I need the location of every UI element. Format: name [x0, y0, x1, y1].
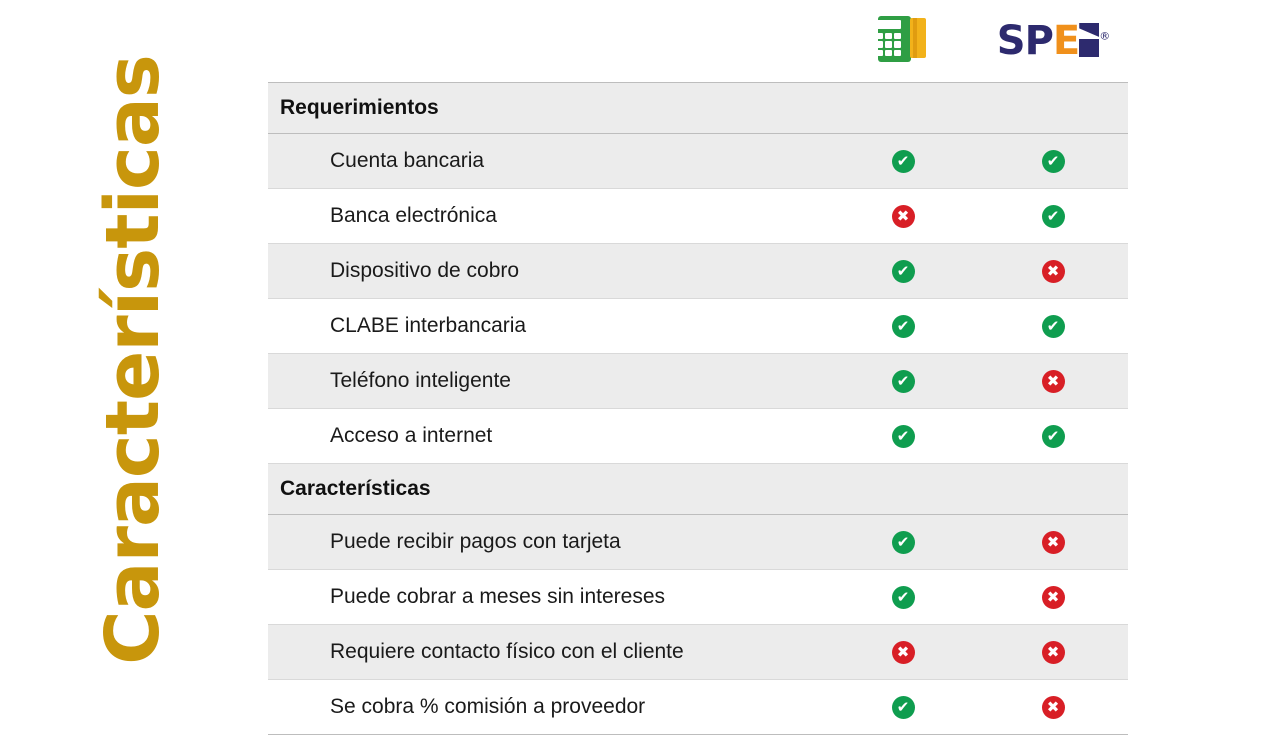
cross-icon [1042, 260, 1065, 283]
comparison-table [268, 0, 1128, 735]
table-row [268, 189, 1128, 244]
feature-label: Requiere contacto físico con el cliente [268, 625, 828, 680]
check-icon [892, 260, 915, 283]
column-header-spei [978, 0, 1128, 83]
table-row [268, 680, 1128, 735]
feature-label: CLABE interbancaria [268, 299, 828, 354]
feature-label: Acceso a internet [268, 409, 828, 464]
feature-label: Banca electrónica [268, 189, 828, 244]
cross-icon [1042, 696, 1065, 719]
mark-glyph: ✖ [1046, 697, 1060, 716]
table-row [268, 134, 1128, 189]
cross-icon [1042, 586, 1065, 609]
check-icon-cell [828, 680, 978, 735]
feature-label: Cuenta bancaria [268, 134, 828, 189]
mark-glyph: ✔ [1046, 206, 1060, 225]
mark-glyph: ✖ [1046, 371, 1060, 390]
mark-glyph: ✖ [1046, 587, 1060, 606]
cross-icon [1042, 641, 1065, 664]
check-icon-cell [978, 134, 1128, 189]
registered-mark: ® [1099, 29, 1110, 43]
spei-logo-part2: E [1052, 18, 1080, 64]
spei-logo-part1: SP [996, 18, 1053, 64]
mark-glyph: ✔ [896, 697, 910, 716]
table-row [268, 570, 1128, 625]
mark-glyph: ✔ [896, 587, 910, 606]
table-row [268, 515, 1128, 570]
check-icon-cell [828, 409, 978, 464]
side-title-container [0, 0, 265, 720]
table-row [268, 625, 1128, 680]
mark-glyph: ✔ [896, 261, 910, 280]
check-icon-cell [828, 134, 978, 189]
check-icon [1042, 205, 1065, 228]
cross-icon [1042, 370, 1065, 393]
cross-icon-cell [828, 625, 978, 680]
table-row [268, 409, 1128, 464]
page-title: Características [89, 55, 176, 665]
check-icon [892, 425, 915, 448]
check-icon [892, 696, 915, 719]
check-icon [892, 315, 915, 338]
mark-glyph: ✖ [1046, 532, 1060, 551]
feature-label: Teléfono inteligente [268, 354, 828, 409]
check-icon-cell [828, 570, 978, 625]
cross-icon [892, 205, 915, 228]
spei-logo-i-mark [1079, 23, 1099, 57]
mark-glyph: ✔ [1046, 151, 1060, 170]
cross-icon-cell [978, 625, 1128, 680]
comparison-table-area [268, 0, 1128, 720]
table-row [268, 299, 1128, 354]
cross-icon-cell [978, 680, 1128, 735]
check-icon-cell [978, 299, 1128, 354]
check-icon [892, 370, 915, 393]
cross-icon-cell [978, 515, 1128, 570]
check-icon [1042, 150, 1065, 173]
feature-label: Puede recibir pagos con tarjeta [268, 515, 828, 570]
cross-icon [892, 641, 915, 664]
cross-icon-cell [978, 244, 1128, 299]
cross-icon-cell [978, 354, 1128, 409]
section-header-row [268, 83, 1128, 134]
section-title: Características [268, 464, 1128, 515]
check-icon-cell [828, 299, 978, 354]
table-row [268, 354, 1128, 409]
cross-icon-cell [978, 570, 1128, 625]
check-icon-cell [828, 515, 978, 570]
check-icon [892, 586, 915, 609]
mark-glyph: ✔ [896, 426, 910, 445]
feature-label: Puede cobrar a meses sin intereses [268, 570, 828, 625]
check-icon [892, 150, 915, 173]
check-icon [1042, 315, 1065, 338]
mark-glyph: ✖ [1046, 642, 1060, 661]
check-icon-cell [828, 244, 978, 299]
check-icon-cell [828, 354, 978, 409]
feature-label: Dispositivo de cobro [268, 244, 828, 299]
mark-glyph: ✖ [896, 642, 910, 661]
card-terminal-icon [872, 16, 934, 62]
mark-glyph: ✔ [1046, 316, 1060, 335]
mark-glyph: ✔ [896, 151, 910, 170]
header-spacer-cell [268, 0, 828, 83]
comparison-table-body [268, 0, 1128, 735]
mark-glyph: ✔ [896, 371, 910, 390]
section-header-row [268, 464, 1128, 515]
section-title: Requerimientos [268, 83, 1128, 134]
table-row [268, 244, 1128, 299]
mark-glyph: ✖ [1046, 261, 1060, 280]
cross-icon-cell [828, 189, 978, 244]
check-icon [1042, 425, 1065, 448]
mark-glyph: ✔ [896, 532, 910, 551]
table-header-row [268, 0, 1128, 83]
spei-logo-icon [996, 18, 1110, 64]
mark-glyph: ✔ [1046, 426, 1060, 445]
mark-glyph: ✔ [896, 316, 910, 335]
check-icon-cell [978, 189, 1128, 244]
mark-glyph: ✖ [896, 206, 910, 225]
cross-icon [1042, 531, 1065, 554]
check-icon-cell [978, 409, 1128, 464]
feature-label: Se cobra % comisión a proveedor [268, 680, 828, 735]
column-header-terminal [828, 0, 978, 83]
check-icon [892, 531, 915, 554]
